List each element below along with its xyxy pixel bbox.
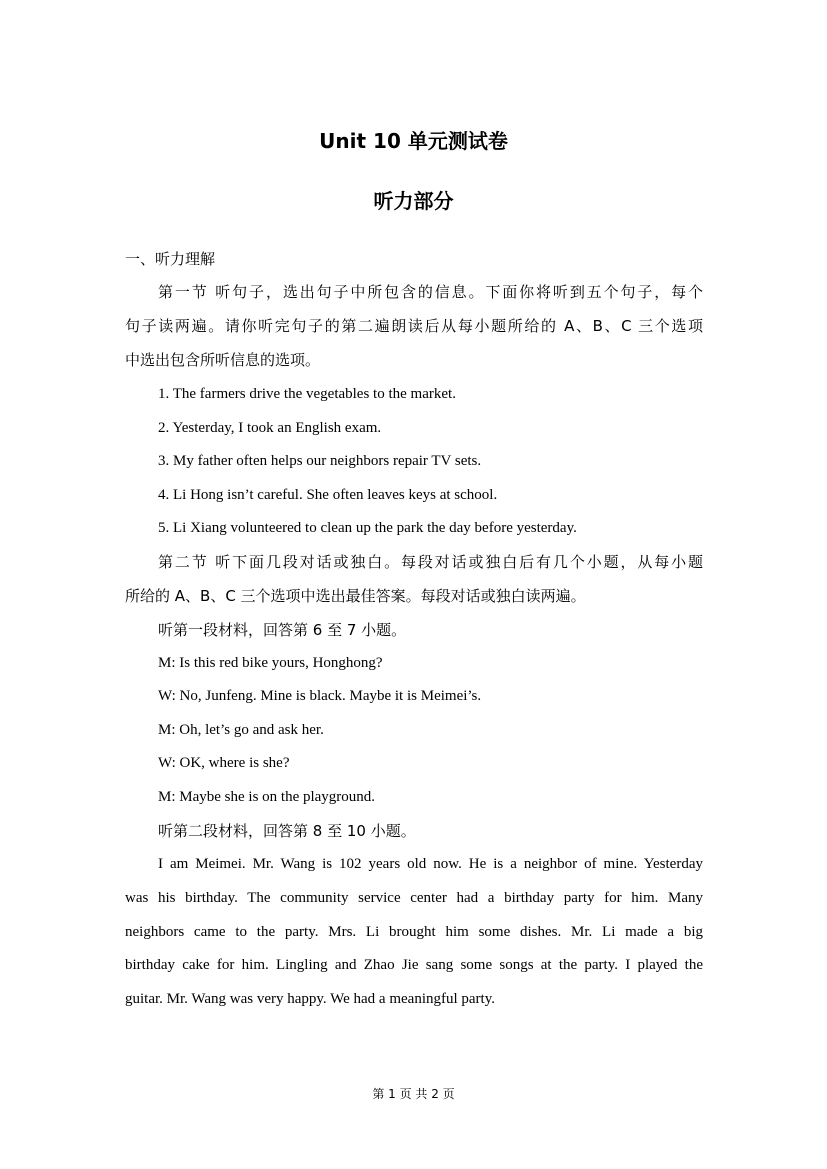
monologue-line: I am Meimei. Mr. Wang is 102 years old now. He is a neighbor of mine. Yesterday [158,856,703,872]
page-number: 第 1 页 共 2 页 [372,1087,455,1101]
part2-instruction-line: 所给的 A、B、C 三个选项中选出最佳答案。每段对话或独白读两遍。 [125,587,586,605]
dialogue-line: M: Maybe she is on the playground. [158,789,376,805]
material-intro: 听第一段材料，回答第 6 至 7 小题。 [158,621,407,639]
material-intro: 听第二段材料，回答第 8 至 10 小题。 [158,822,416,840]
part1-instruction-line: 中选出包含所听信息的选项。 [125,351,321,369]
monologue-line: guitar. Mr. Wang was very happy. We had a meaningful party. [125,991,495,1007]
listening-sentence: 4. Li Hong isn’t careful. She often leaves keys at school. [158,487,498,503]
section-title: 听力部分 [373,189,454,213]
dialogue-line: M: Oh, let’s go and ask her. [158,722,324,738]
dialogue-line: M: Is this red bike yours, Honghong? [158,655,383,671]
monologue-line: neighbors came to the party. Mrs. Li brought him some dishes. Mr. Li made a big [125,924,703,940]
listening-sentence: 2. Yesterday, I took an English exam. [158,420,382,436]
listening-sentence: 3. My father often helps our neighbors repair TV sets. [158,453,482,469]
listening-sentence: 1. The farmers drive the vegetables to the market. [158,386,456,402]
dialogue-line: W: OK, where is she? [158,755,290,771]
part1-instruction-line: 第一节 听句子，选出句子中所包含的信息。下面你将听到五个句子，每个 [158,283,703,301]
part2-instruction-line: 第二节 听下面几段对话或独白。每段对话或独白后有几个小题，从每小题 [158,553,703,571]
part1-instruction-line: 句子读两遍。请你听完句子的第二遍朗读后从每小题所给的 A、B、C 三个选项 [125,317,703,335]
dialogue-line: W: No, Junfeng. Mine is black. Maybe it is Meimei’s. [158,688,482,704]
section-heading: 一、听力理解 [125,250,216,268]
listening-sentence: 5. Li Xiang volunteered to clean up the park the day before yesterday. [158,520,577,536]
monologue-line: birthday cake for him. Lingling and Zhao Jie sang some songs at the party. I played the [125,957,703,973]
page-title: Unit 10 单元测试卷 [319,129,508,153]
monologue-line: was his birthday. The community service center had a birthday party for him. Many [125,890,703,906]
